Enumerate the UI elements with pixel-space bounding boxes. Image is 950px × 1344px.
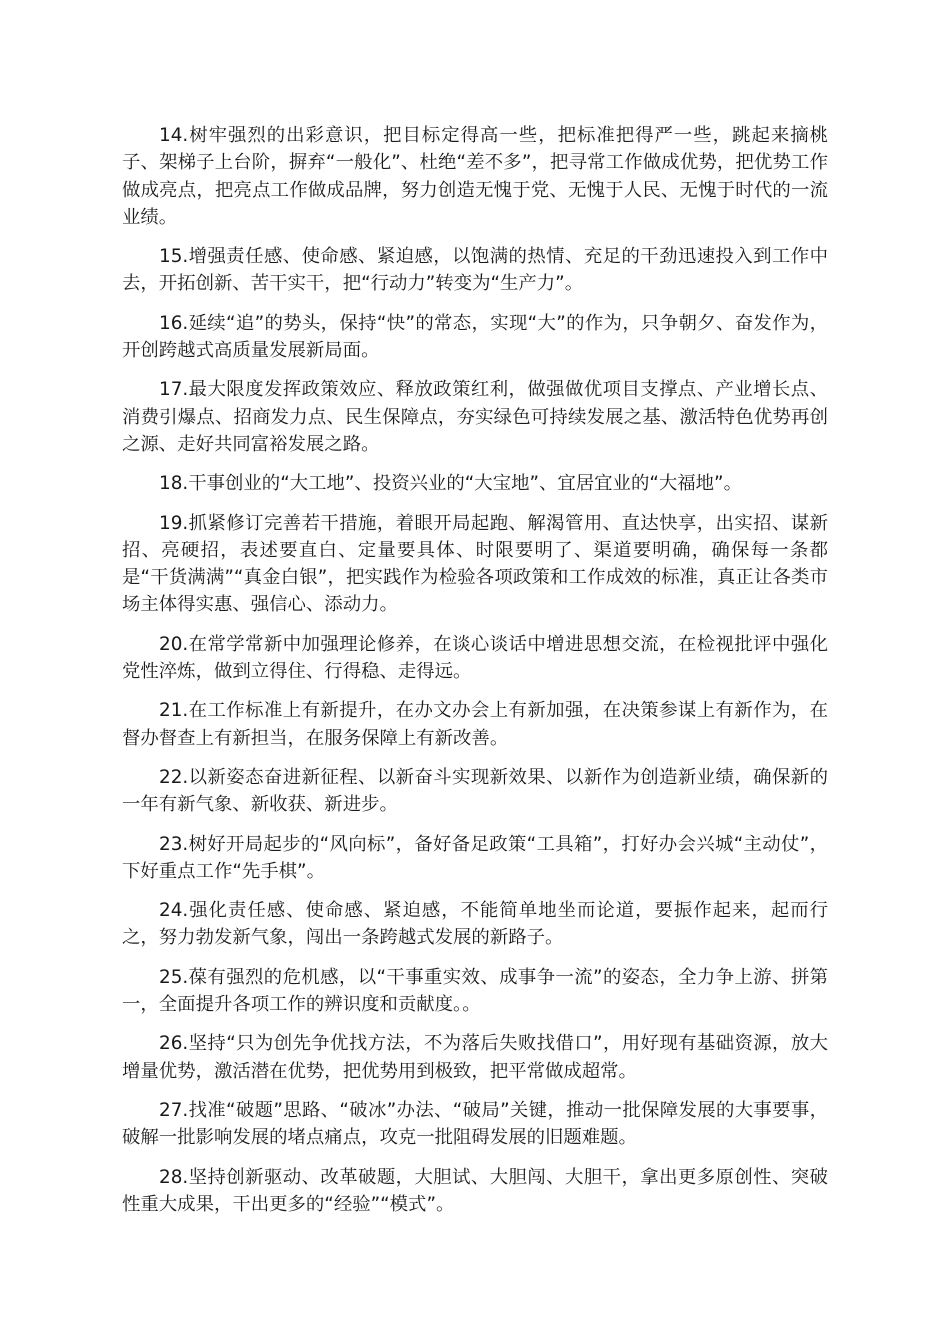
- paragraph-15: 15.增强责任感、使命感、紧迫感，以饱满的热情、充足的干劲迅速投入到工作中去，开拓创新、苦干实干，把“行动力”转变为“生产力”。: [122, 246, 828, 295]
- paragraph-22: 22.以新姿态奋进新征程、以新奋斗实现新效果、以新作为创造新业绩，确保新的一年有新气象、新收获、新进步。: [122, 766, 828, 816]
- paragraph-27: 27.找准“破题”思路、“破冰”办法、“破局”关键，推动一批保障发展的大事要事，破解一批影响发展的堵点痛点，攻克一批阻碍发展的旧题难题。: [122, 1099, 828, 1149]
- paragraph-23: 23.树好开局起步的“风向标”，备好备足政策“工具箱”，打好办会兴城“主动仗”，下好重点工作“先手棋”。: [122, 833, 828, 882]
- paragraph-24: 24.强化责任感、使命感、紧迫感，不能简单地坐而论道，要振作起来，起而行之，努力勃发新气象，闯出一条跨越式发展的新路子。: [122, 900, 828, 949]
- paragraph-16: 16.延续“追”的势头，保持“快”的常态，实现“大”的作为，只争朝夕、奋发作为，开创跨越式高质量发展新局面。: [122, 312, 828, 362]
- document-body: [122, 122, 828, 1230]
- paragraph-20: 20.在常学常新中加强理论修养，在谈心谈话中增进思想交流，在检视批评中强化党性淬炼，做到立得住、行得稳、走得远。: [122, 633, 828, 683]
- paragraph-25: 25.葆有强烈的危机感，以“干事重实效、成事争一流”的姿态，全力争上游、拼第一，全面提升各项工作的辨识度和贡献度。。: [122, 966, 828, 1016]
- paragraph-19: 19.抓紧修订完善若干措施，着眼开局起跑、解渴管用、直达快享，出实招、谋新招、亮硬招，表述要直白、定量要具体、时限要明了、渠道要明确，确保每一条都是“干货满满”“真金白银”，把实践作为检验各项政策和工作成效的标准，真正让各类市场主体得实惠、强信心、添动力。: [122, 512, 828, 616]
- paragraph-14: 14.树牢强烈的出彩意识，把目标定得高一些，把标准把得严一些，跳起来摘桃子、架梯子上台阶，摒弃“一般化”、杜绝“差不多”，把寻常工作做成优势，把优势工作做成亮点，把亮点工作做成品牌，努力创造无愧于党、无愧于人民、无愧于时代的一流业绩。: [122, 125, 828, 228]
- paragraph-26: 26.坚持“只为创先争优找方法，不为落后失败找借口”，用好现有基础资源，放大增量优势，激活潜在优势，把优势用到极致，把平常做成超常。: [122, 1033, 828, 1082]
- paragraph-21: 21.在工作标准上有新提升，在办文办会上有新加强，在决策参谋上有新作为，在督办督查上有新担当，在服务保障上有新改善。: [122, 700, 828, 749]
- paragraph-28: 28.坚持创新驱动、改革破题，大胆试、大胆闯、大胆干，拿出更多原创性、突破性重大成果，干出更多的“经验”“模式”。: [122, 1166, 828, 1215]
- paragraph-18: 18.干事创业的“大工地”、投资兴业的“大宝地”、宜居宜业的“大福地”。: [159, 473, 742, 495]
- paragraph-17: 17.最大限度发挥政策效应、释放政策红利，做强做优项目支撑点、产业增长点、消费引爆点、招商发力点、民生保障点，夯实绿色可持续发展之基、激活特色优势再创之源、走好共同富裕发展之路。: [122, 379, 828, 455]
